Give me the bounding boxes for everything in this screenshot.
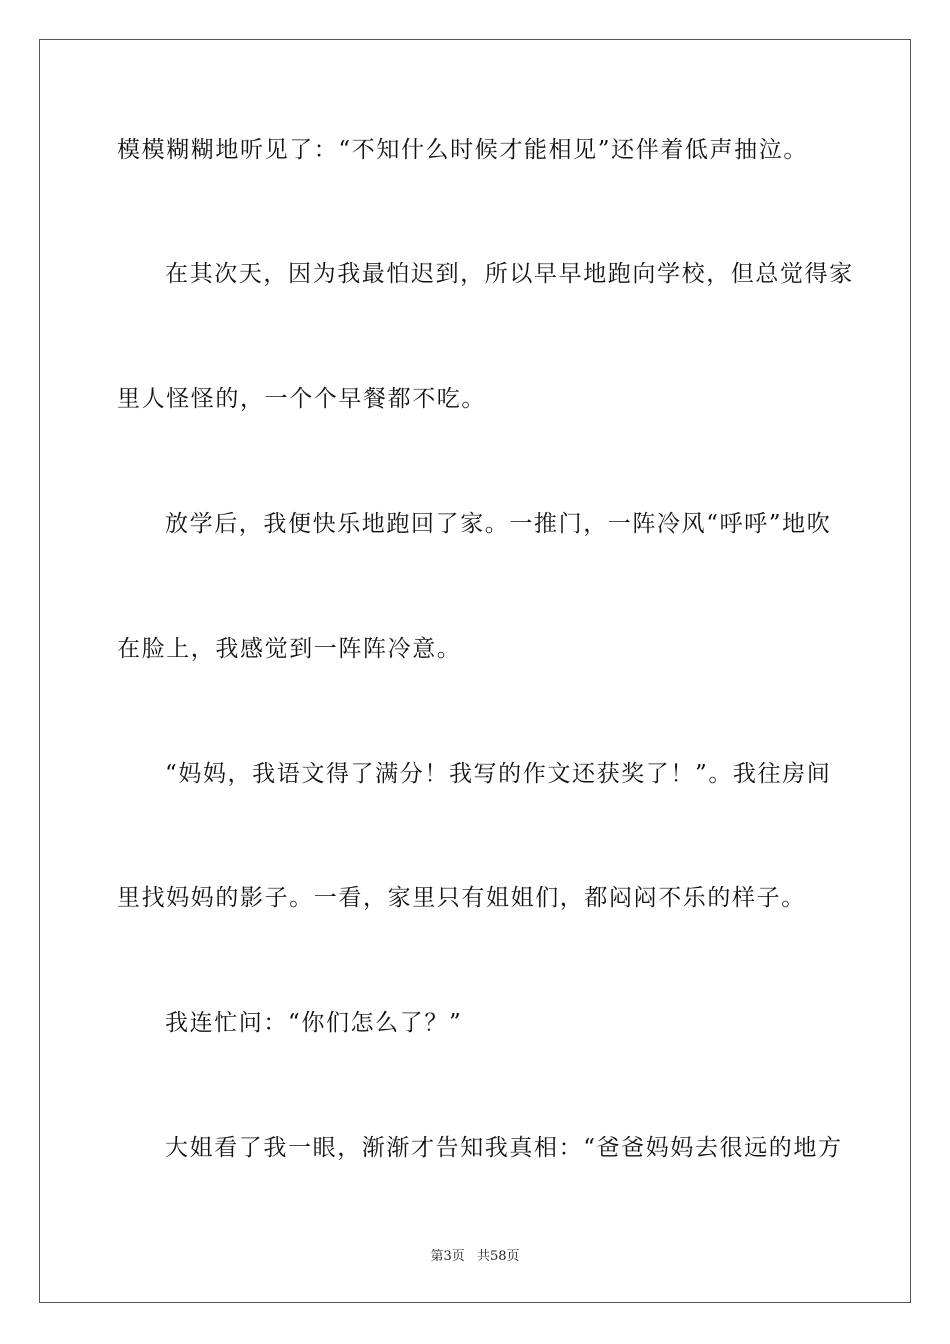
text-line-7: 里找妈妈的影子。一看，家里只有姐姐们，都闷闷不乐的样子。 bbox=[117, 885, 806, 911]
text-line-6: “妈妈，我语文得了满分！我写的作文还获奖了！”。我往房间 bbox=[165, 761, 832, 787]
text-line-8: 我连忙问：“你们怎么了？” bbox=[165, 1010, 463, 1036]
text-line-4: 放学后，我便快乐地跑回了家。一推门，一阵冷风“呼呼”地吹 bbox=[165, 511, 832, 537]
page-total: 共58页 bbox=[476, 1249, 520, 1264]
text-line-2: 在其次天，因为我最怕迟到，所以早早地跑向学校，但总觉得家 bbox=[165, 261, 854, 287]
page-frame bbox=[39, 39, 911, 1303]
text-line-3: 里人怪怪的，一个个早餐都不吃。 bbox=[117, 386, 486, 412]
text-line-5: 在脸上，我感觉到一阵阵冷意。 bbox=[117, 636, 462, 662]
page-footer bbox=[0, 1248, 950, 1266]
text-line-1: 模模糊糊地听见了：“不知什么时候才能相见”还伴着低声抽泣。 bbox=[117, 137, 808, 163]
page-number: 第3页 bbox=[430, 1249, 465, 1264]
text-line-9: 大姐看了我一眼，渐渐才告知我真相：“爸爸妈妈去很远的地方 bbox=[165, 1135, 843, 1161]
